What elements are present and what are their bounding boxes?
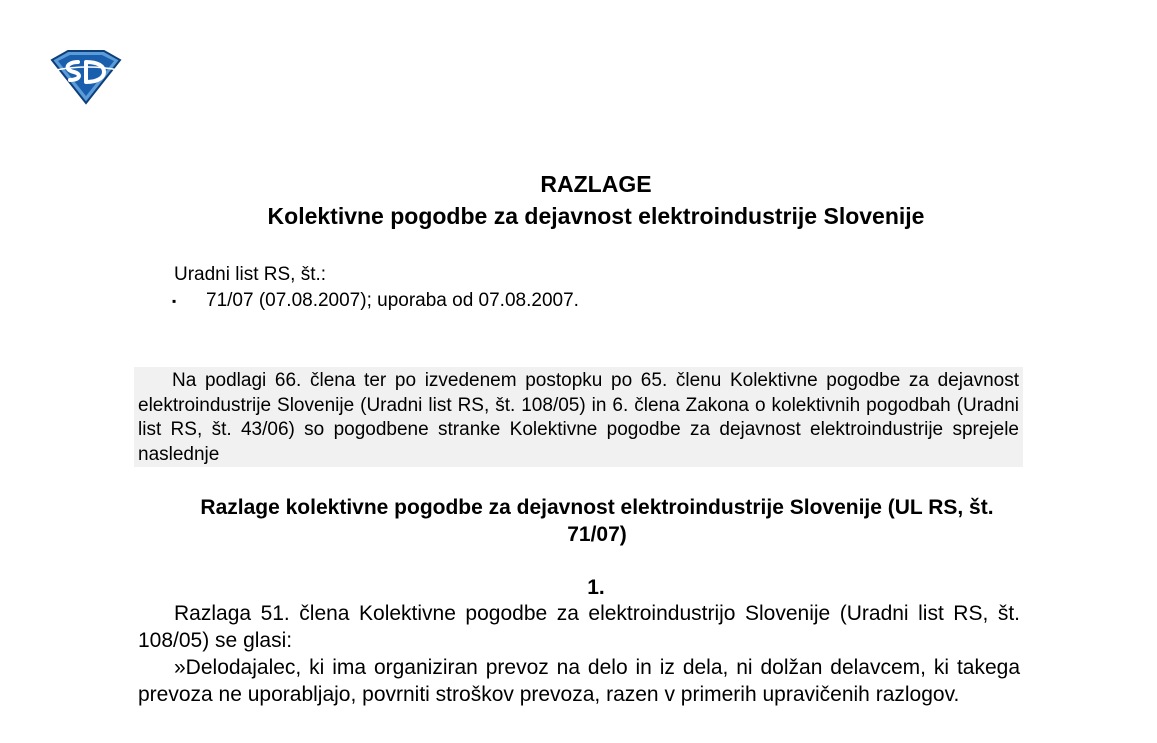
gazette-item-text: 71/07 (07.08.2007); uporaba od 07.08.2007. <box>206 290 579 311</box>
sd-logo <box>48 48 124 106</box>
body-paragraph: Razlaga 51. člena Kolektivne pogodbe za elektroindustrijo Slovenije (Uradni list RS, št. 108/05) se glasi: <box>138 602 1020 652</box>
sd-shield-logo-icon <box>48 48 124 106</box>
body-paragraph: »Delodajalec, ki ima organiziran prevoz na delo in iz dela, ni dolžan delavcem, ki takega prevoza ne uporabljajo, povrniti stroškov prevoza, razen v primerih upravičenih razlogov. <box>138 656 1020 706</box>
section-number: 1. <box>587 576 605 599</box>
gazette-list <box>174 288 579 314</box>
document-title: RAZLAGE <box>540 171 652 197</box>
gazette-item <box>172 288 579 314</box>
document-subtitle: Kolektivne pogodbe za dejavnost elektroindustrije Slovenije <box>267 203 925 229</box>
gazette-reference <box>174 262 579 314</box>
gazette-label: Uradni list RS, št.: <box>174 264 327 285</box>
section-body <box>138 600 1020 708</box>
preamble-paragraph: Na podlagi 66. člena ter po izvedenem postopku po 65. členu Kolektivne pogodbe za dejavnost elektroindustrije Slovenije (Uradni list RS, št. 108/05) in 6. člena Zakona o kolektivnih pogodbah (Uradni list RS, št. 43/06) so pogodbene stranke Kolektivne pogodbe za dejavnost elektroindustrije sprejele naslednje <box>134 367 1023 467</box>
bullet-icon: ▪ <box>172 294 177 308</box>
interpretations-heading: Razlage kolektivne pogodbe za dejavnost elektroindustrije Slovenije (UL RS, št. 71/07) <box>200 496 994 546</box>
